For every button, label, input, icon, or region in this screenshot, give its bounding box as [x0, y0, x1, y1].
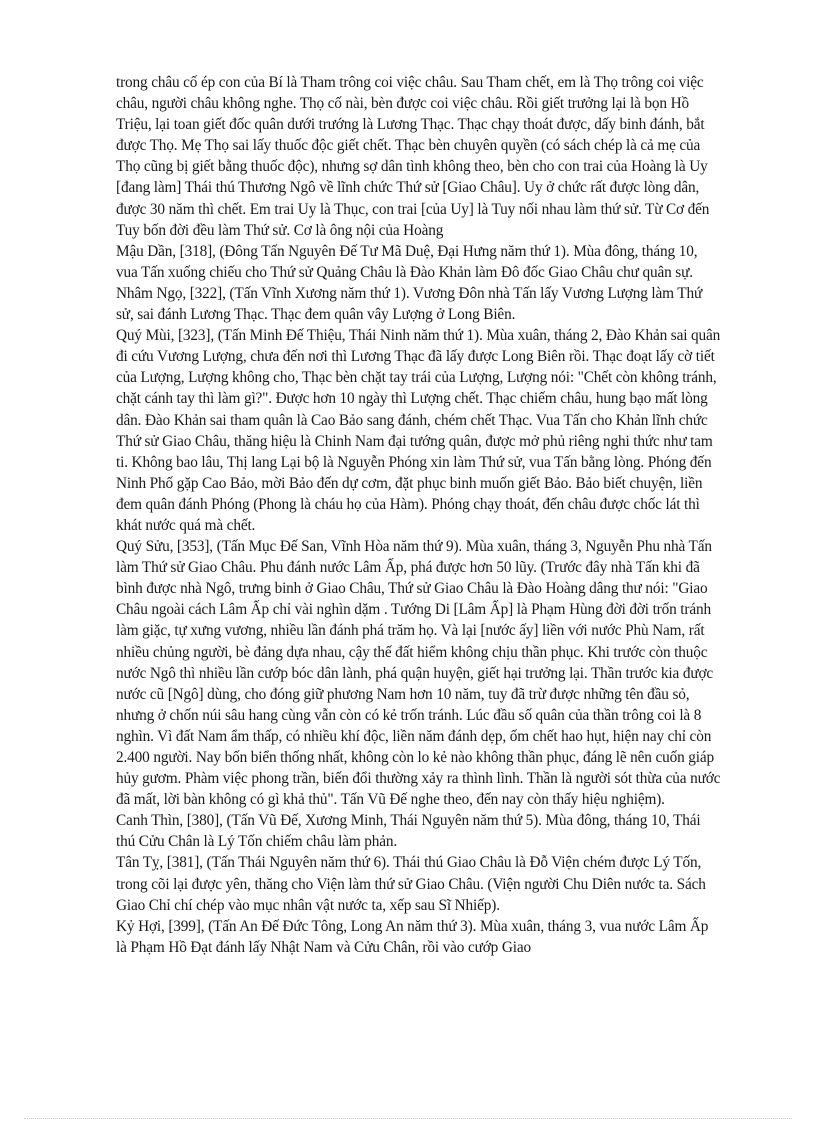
paragraph-4: Quý Mùi, [323], (Tấn Minh Đế Thiệu, Thái Ninh năm thứ 1). Mùa xuân, tháng 2, Đào Khản sai quân đi cứu Vương Lượng, chưa đến nơi thì Lương Thạc đã lấy được Long Biên rồi. Thạc đoạt lấy cờ tiết của Lượng, Lượng không cho, Thạc bèn chặt tay trái của Lượng, Lượng nói: "Chết còn không tránh, chặt cánh tay thì làm gì?". Được hơn 10 ngày thì Lượng chết. Thạc chiếm châu, hung bạo mất lòng dân. Đào Khản sai tham quân là Cao Bảo sang đánh, chém chết Thạc. Vua Tấn cho Khản lĩnh chức Thứ sử Giao Châu, thăng hiệu là Chinh Nam đại tướng quân, được mở phủ riêng nghi thức như tam ti. Không bao lâu, Thị lang Lại bộ là Nguyễn Phóng xin làm Thứ sử, vua Tấn bằng lòng. Phóng đến Ninh Phố gặp Cao Bảo, mời Bảo đến dự cơm, đặt phục binh muốn giết Bảo. Bảo biết chuyện, liền đem quân đánh Phóng (Phong là cháu họ của Hàm). Phóng chạy thoát, đến châu được chốc lát thì khát nước quá mà chết. — [116, 327, 721, 534]
paragraph-8: Kỷ Hợi, [399], (Tấn An Đế Đức Tông, Long An năm thứ 3). Mùa xuân, tháng 3, vua nước Lâm Ấp là Phạm Hồ Đạt đánh lấy Nhật Nam và Cửu Chân, rồi vào cướp Giao — [116, 917, 709, 956]
paragraph-3: Nhâm Ngọ, [322], (Tấn Vĩnh Xương năm thứ 1). Vương Đôn nhà Tấn lấy Vương Lượng làm Thứ sử, sai đánh Lương Thạc. Thạc đem quân vây Lượng ở Long Biên. — [116, 284, 703, 324]
document-body — [116, 72, 722, 958]
paragraph-5: Quý Sửu, [353], (Tấn Mục Đế San, Vĩnh Hòa năm thứ 9). Mùa xuân, tháng 3, Nguyễn Phu nhà Tấn làm Thứ sử Giao Châu. Phu đánh nước Lâm Ấp, phá được hơn 50 lũy. (Trước đây nhà Tấn khi đã bình được nhà Ngô, trưng binh ở Giao Châu, Thứ sử Giao Châu là Đào Hoàng dâng thư nói: "Giao Châu ngoài cách Lâm Ấp chỉ vài nghìn dặm . Tướng Di [Lâm Ấp] là Phạm Hùng đời đời trốn tránh làm giặc, tự xưng vương, nhiều lần đánh phá trăm họ. Và lại [nước ấy] liền với nước Phù Nam, rất nhiều chủng người, bè đảng dựa nhau, cậy thế đất hiểm không chịu thần phục. Khi trước còn thuộc nước Ngô thì nhiều lần cướp bóc dân lành, phá quận huyện, giết hại trưởng lại. Thần trước kia được nước cũ [Ngô] dùng, cho đóng giữ phương Nam hơn 10 năm, tuy đã trừ được những tên đầu sỏ, nhưng ở chốn núi sâu hang cùng vẫn còn có kẻ trốn tránh. Lúc đầu số quân của thần trông coi là 8 nghìn. Vì đất Nam ẩm thấp, có nhiều khí độc, liền năm đánh dẹp, ốm chết hao hụt, hiện nay chỉ còn 2.400 người. Nay bốn biển thống nhất, không còn lo kẻ nào không thần phục, đáng lẽ nên cuốn giáp hủy gươm. Phàm việc phong trần, biến đổi thường xảy ra thình lình. Thần là người sót thừa của nước đã mất, lời bàn không có gì khả thủ". Tấn Vũ Đế nghe theo, đến nay còn thấy hiệu nghiệm). — [116, 538, 721, 809]
paragraph-7: Tân Tỵ, [381], (Tấn Thái Nguyên năm thứ 6). Thái thú Giao Châu là Đỗ Viện chém được Lý Tốn, trong cõi lại được yên, thăng cho Viện làm thứ sử Giao Châu. (Viện người Chu Diên nước ta. Sách Giao Chỉ chí chép vào mục nhân vật nước ta, xếp sau Sĩ Nhiếp). — [116, 854, 706, 914]
paragraph-1: trong châu cố ép con của Bí là Tham trông coi việc châu. Sau Tham chết, em là Thọ trông coi việc châu, người châu không nghe. Thọ cố nài, bèn được coi việc châu. Rồi giết trưởng lại là bọn Hồ Triệu, lại toan giết đốc quân dưới trướng là Lương Thạc. Thạc chạy thoát được, dấy binh đánh, bắt được Thọ. Mẹ Thọ sai lấy thuốc độc giết chết. Thạc bèn chuyên quyền (có sách chép là cả mẹ của Thọ cũng bị giết bằng thuốc độc), nhưng sợ dân tình không theo, bèn cho con trai của Hoàng là Uy [đang làm] Thái thú Thương Ngô về lĩnh chức Thứ sử [Giao Châu]. Uy ở chức rất được lòng dân, được 30 năm thì chết. Em trai Uy là Thục, con trai [của Uy] là Tuy nối nhau làm thứ sử. Từ Cơ đến Tuy bốn đời đều làm Thứ sử. Cơ là ông nội của Hoàng — [116, 74, 710, 239]
page-bottom-divider — [24, 1118, 792, 1119]
paragraph-6: Canh Thìn, [380], (Tấn Vũ Đế, Xương Minh, Thái Nguyên năm thứ 5). Mùa đông, tháng 10, Thái thú Cửu Chân là Lý Tốn chiếm châu làm phản. — [116, 812, 701, 851]
paragraph-2: Mậu Dần, [318], (Đông Tấn Nguyên Đế Tư Mã Duệ, Đại Hưng năm thứ 1). Mùa đông, tháng 10, vua Tấn xuống chiếu cho Thứ sử Quảng Châu là Đào Khản làm Đô đốc Giao Châu chư quân sự. — [116, 242, 698, 281]
